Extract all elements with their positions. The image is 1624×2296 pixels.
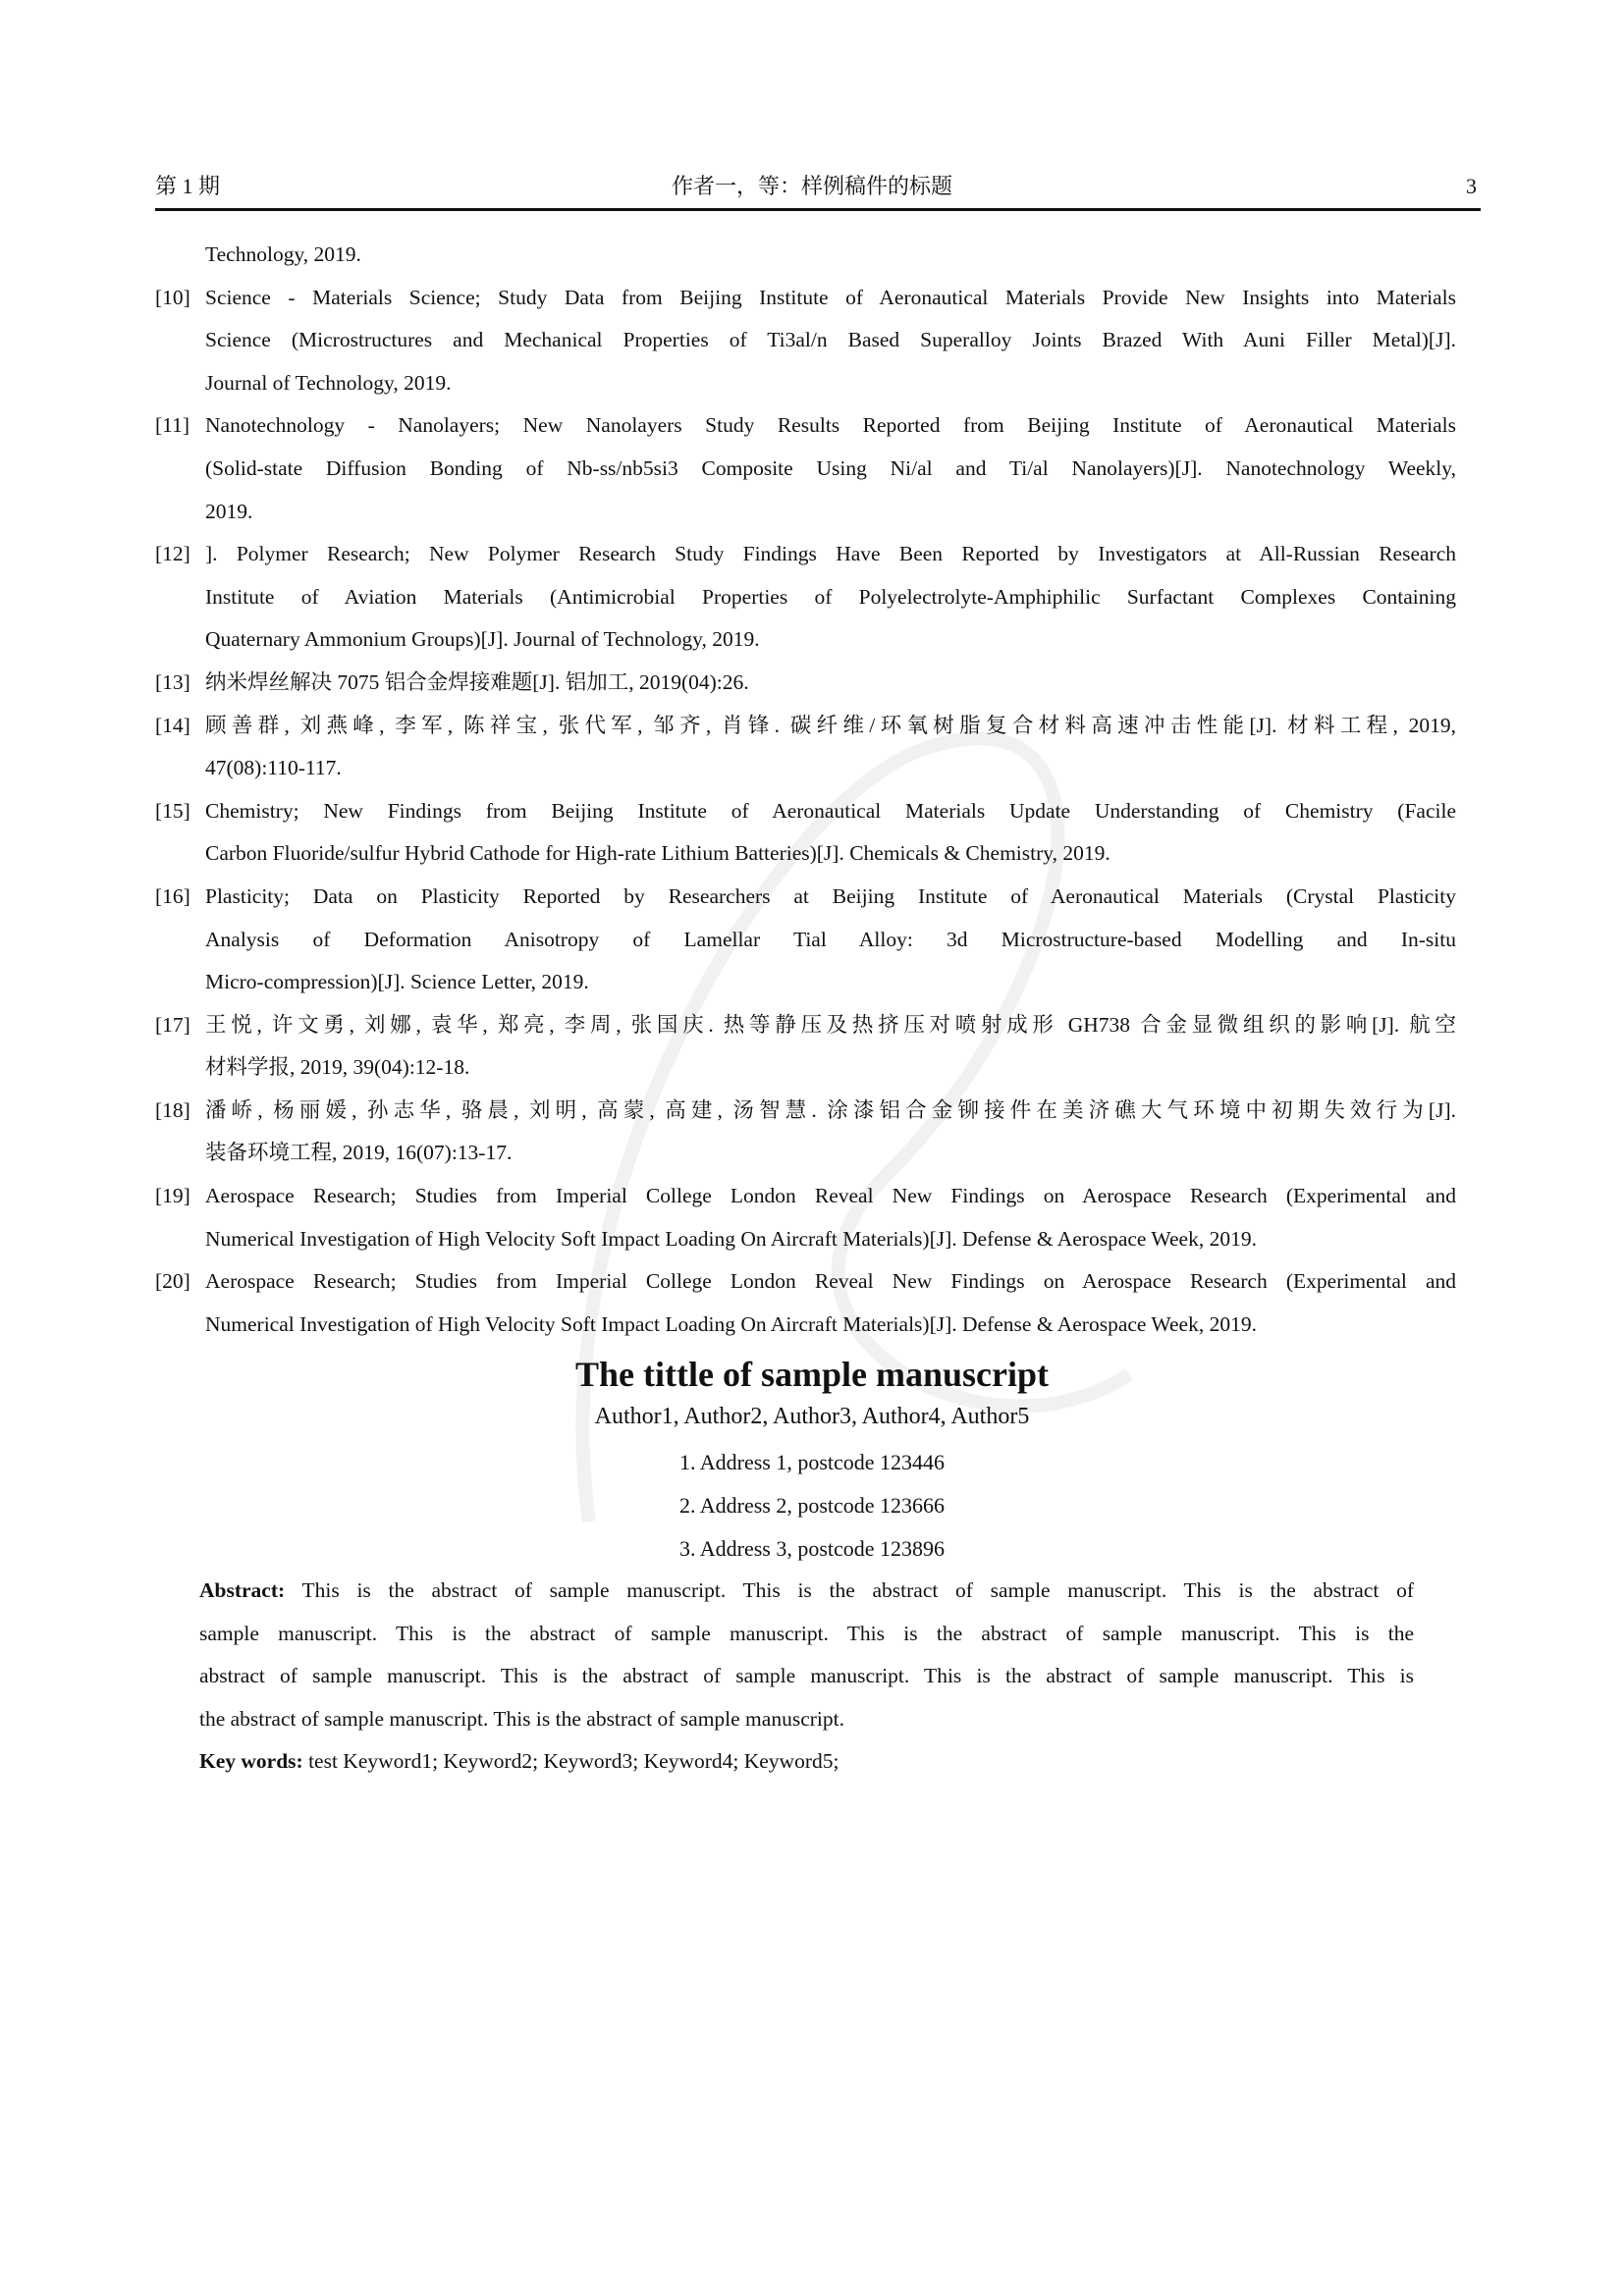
reference-line — [155, 234, 1456, 277]
reference-line — [155, 1004, 1456, 1047]
reference-line — [155, 1046, 1456, 1090]
reference-text: Science - Materials Science; Study Data from Beijing Institute of Aeronautical Materials Provide New Insights into Materials — [205, 285, 1456, 309]
reference-line — [155, 919, 1456, 962]
reference-line — [155, 876, 1456, 919]
reference-text: 材料学报, 2019, 39(04):12-18. — [205, 1055, 470, 1080]
reference-number: [15] — [155, 798, 190, 823]
reference-line — [155, 618, 1456, 662]
abstract-label: Abstract: — [199, 1578, 286, 1602]
reference-line — [155, 576, 1456, 619]
reference-number: [16] — [155, 883, 190, 908]
reference-line — [155, 1304, 1456, 1347]
abstract-line: This is the abstract of sample manuscript. This is the abstract of sample manuscript. This is the abstract of — [301, 1578, 1414, 1602]
keywords: test Keyword1; Keyword2; Keyword3; Keyword4; Keyword5; — [308, 1749, 839, 1774]
reference-line — [155, 491, 1456, 534]
reference-line — [155, 747, 1456, 790]
abstract-line: the abstract of sample manuscript. This is the abstract of sample manuscript. — [199, 1706, 844, 1731]
reference-number: [10] — [155, 285, 190, 309]
reference-line — [155, 1175, 1456, 1218]
reference-text: Numerical Investigation of High Velocity Soft Impact Loading On Aircraft Materials)[J]. Defense & Aerospace Week, 2019. — [205, 1311, 1257, 1336]
reference-text: 装备环境工程, 2019, 16(07):13-17. — [205, 1141, 513, 1165]
address-2: 2. Address 2, postcode 123666 — [678, 1493, 946, 1518]
abstract-line: abstract of sample manuscript. This is the abstract of sample manuscript. This is the abstract of sample manuscript. This is — [199, 1664, 1414, 1688]
abstract — [199, 1570, 1414, 1784]
reference-text: 潘峤, 杨丽媛, 孙志华, 骆晨, 刘明, 高蒙, 高建, 汤智慧. 涂漆铝合金铆接件在美济礁大气环境中初期失效行为[J]. — [205, 1097, 1456, 1122]
reference-text: Technology, 2019. — [205, 242, 361, 266]
reference-text: (Solid-state Diffusion Bonding of Nb-ss/nb5si3 Composite Using Ni/al and Ti/al Nanolayers)[J]. Nanotechnology Weekly, — [205, 455, 1456, 480]
reference-text: Nanotechnology - Nanolayers; New Nanolayers Study Results Reported from Beijing Institute of Aeronautical Materials — [205, 413, 1456, 438]
reference-number: [17] — [155, 1012, 190, 1037]
address-1: 1. Address 1, postcode 123446 — [678, 1450, 946, 1474]
reference-text: 顾善群, 刘燕峰, 李军, 陈祥宝, 张代军, 邹齐, 肖锋. 碳纤维/环氧树脂复合材料高速冲击性能[J]. 材料工程, 2019, — [205, 713, 1456, 737]
reference-number: [19] — [155, 1184, 190, 1208]
reference-line — [155, 448, 1456, 491]
address-3: 3. Address 3, postcode 123896 — [678, 1536, 946, 1561]
reference-line — [155, 1090, 1456, 1133]
reference-line — [155, 662, 1456, 705]
header-rule — [155, 208, 1481, 211]
reference-line — [155, 1218, 1456, 1261]
reference-number: [18] — [155, 1097, 190, 1122]
reference-line — [155, 705, 1456, 748]
reference-line — [155, 1260, 1456, 1304]
reference-text: 47(08):110-117. — [205, 756, 342, 780]
keywords-label: Key words: — [199, 1749, 303, 1774]
reference-line — [155, 961, 1456, 1004]
reference-text: Science (Microstructures and Mechanical Properties of Ti3al/n Based Superalloy Joints Brazed With Auni Filler Metal)[J]. — [205, 328, 1456, 352]
running-title: 作者一，等：样例稿件的标题 — [671, 174, 952, 198]
reference-text: Numerical Investigation of High Velocity Soft Impact Loading On Aircraft Materials)[J]. Defense & Aerospace Week, 2019. — [205, 1226, 1257, 1251]
page-number: 3 — [1466, 174, 1477, 198]
reference-text: Journal of Technology, 2019. — [205, 370, 452, 395]
author-list: Author1, Author2, Author3, Author4, Author5 — [594, 1404, 1030, 1429]
reference-text: Chemistry; New Findings from Beijing Institute of Aeronautical Materials Update Understanding of Chemistry (Facile — [205, 798, 1456, 823]
reference-line — [155, 832, 1456, 876]
reference-line — [155, 790, 1456, 833]
reference-line — [155, 533, 1456, 576]
reference-text: Carbon Fluoride/sulfur Hybrid Cathode for High-rate Lithium Batteries)[J]. Chemicals & Chemistry, 2019. — [205, 841, 1110, 866]
reference-number: [12] — [155, 542, 190, 566]
reference-number: [20] — [155, 1269, 190, 1294]
reference-line — [155, 319, 1456, 362]
reference-line — [155, 404, 1456, 448]
reference-list — [155, 234, 1456, 1346]
reference-text: Quaternary Ammonium Groups)[J]. Journal of Technology, 2019. — [205, 627, 760, 652]
reference-text: Institute of Aviation Materials (Antimicrobial Properties of Polyelectrolyte-Amphiphilic Surfactant Complexes Containing — [205, 584, 1456, 609]
reference-line — [155, 362, 1456, 405]
reference-text: Micro-compression)[J]. Science Letter, 2019. — [205, 970, 589, 994]
manuscript-title: The tittle of sample manuscript — [575, 1355, 1049, 1394]
reference-number: [13] — [155, 669, 190, 694]
issue-label: 第 1 期 — [155, 174, 221, 198]
reference-text: 王悦, 许文勇, 刘娜, 袁华, 郑亮, 李周, 张国庆. 热等静压及热挤压对喷射成形 GH738 合金显微组织的影响[J]. 航空 — [205, 1012, 1456, 1037]
abstract-line: sample manuscript. This is the abstract of sample manuscript. This is the abstract of sample manuscript. This is the — [199, 1621, 1414, 1645]
reference-text: Aerospace Research; Studies from Imperial College London Reveal New Findings on Aerospace Research (Experimental and — [205, 1184, 1456, 1208]
reference-text: 纳米焊丝解决 7075 铝合金焊接难题[J]. 铝加工, 2019(04):26. — [205, 669, 749, 694]
reference-text: Aerospace Research; Studies from Imperial College London Reveal New Findings on Aerospace Research (Experimental and — [205, 1269, 1456, 1294]
reference-text: Analysis of Deformation Anisotropy of Lamellar Tial Alloy: 3d Microstructure-based Modelling and In-situ — [205, 927, 1456, 951]
reference-text: Plasticity; Data on Plasticity Reported by Researchers at Beijing Institute of Aeronautical Materials (Crystal Plasticity — [205, 883, 1456, 908]
reference-text: ]. Polymer Research; New Polymer Research Study Findings Have Been Reported by Investigators at All-Russian Research — [205, 542, 1456, 566]
reference-line — [155, 1132, 1456, 1175]
reference-number: [14] — [155, 713, 190, 737]
reference-line — [155, 277, 1456, 320]
reference-number: [11] — [155, 413, 190, 438]
reference-text: 2019. — [205, 499, 253, 523]
